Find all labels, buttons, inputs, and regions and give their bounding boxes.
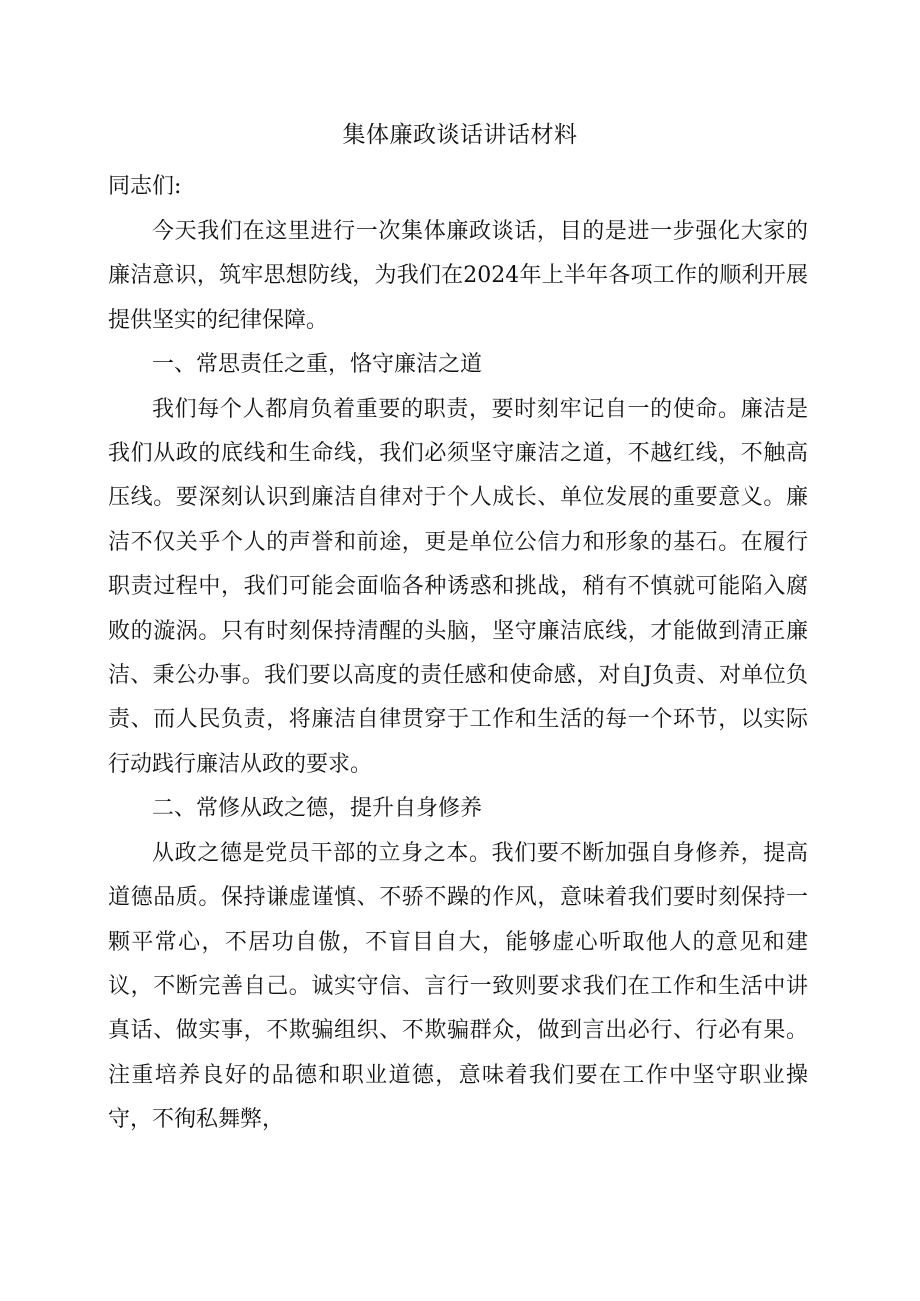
section-2-heading: 二、常修从政之德，提升自身修养 — [152, 796, 483, 822]
salutation: 同志们: — [108, 174, 182, 199]
document-body — [108, 210, 808, 1143]
intro-paragraph: 今天我们在这里进行一次集体廉政谈话，目的是进一步强化大家的廉洁意识，筑牢思想防线，为我们在2024年上半年各项工作的顺利开展提供坚实的纪律保障。 — [108, 219, 808, 333]
section-1-paragraph: 我们每个人都肩负着重要的职责，要时刻牢记自一的使命。廉洁是我们从政的底线和生命线，我们必须坚守廉洁之道，不越红线，不触高压线。要深刻认识到廉洁自律对于个人成长、单位发展的重要意义。廉洁不仅关乎个人的声誉和前途，更是单位公信力和形象的基石。在履行职责过程中，我们可能会面临各种诱惑和挑战，稍有不慎就可能陷入腐败的漩涡。只有时刻保持清醒的头脑，坚守廉洁底线，才能做到清正廉洁、秉公办事。我们要以高度的责任感和使命感，对自J负责、对单位负责、而人民负责，将廉洁自律贯穿于工作和生活的每一个环节，以实际行动践行廉洁从政的要求。 — [108, 396, 808, 777]
document-title: 集体廉政谈话讲话材料 — [342, 122, 578, 148]
section-1-heading: 一、常思责任之重，恪守廉洁之道 — [152, 352, 483, 378]
section-2-paragraph: 从政之德是党员干部的立身之本。我们要不断加强自身修养，提高道德品质。保持谦虚谨慎、不骄不躁的作风，意味着我们要时刻保持一颗平常心，不居功自傲，不盲目自大，能够虚心听取他人的意见和建议，不断完善自己。诚实守信、言行一致则要求我们在工作和生活中讲真话、做实事，不欺骗组织、不欺骗群众，做到言出必行、行必有果。注重培养良好的品德和职业道德，意味着我们要在工作中坚守职业操守，不徇私舞弊， — [108, 840, 808, 1133]
